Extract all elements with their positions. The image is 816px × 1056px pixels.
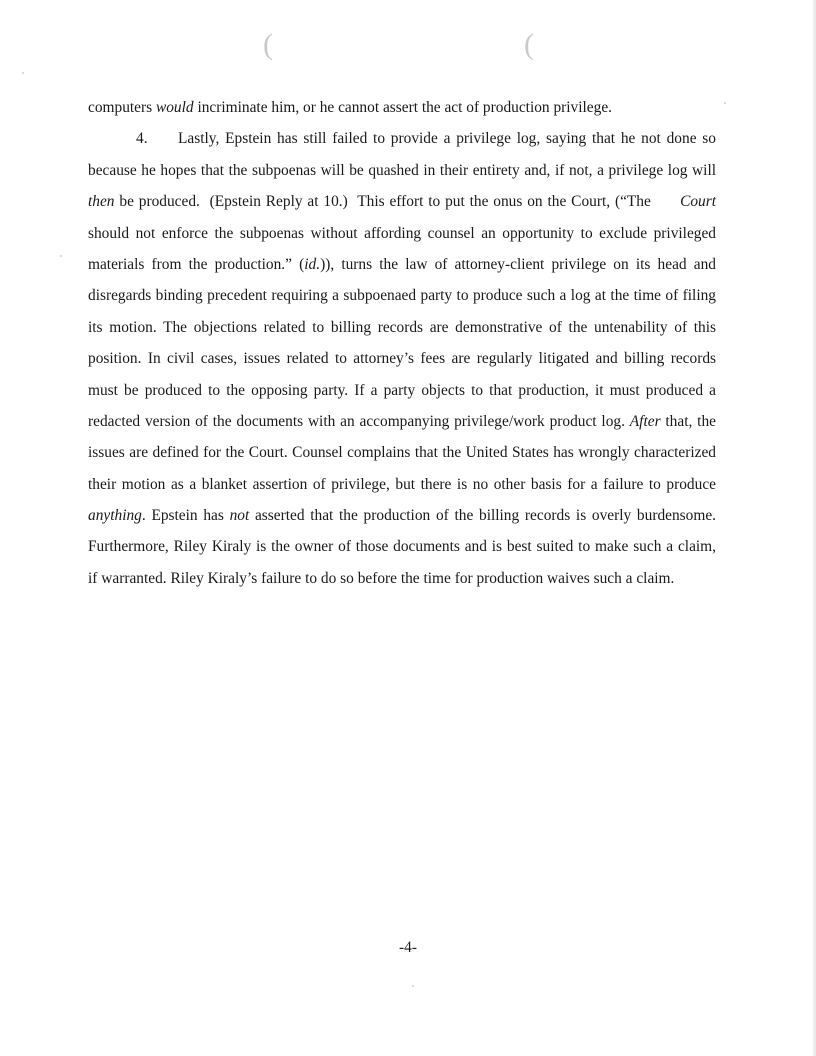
text-line: must be produced to the opposing party. If a party objects to that production, it must produced a: [88, 381, 716, 399]
text-line: then be produced. (Epstein Reply at 10.) This effort to put the onus on the Court, (“The Court: [88, 193, 716, 211]
text-line: redacted version of the documents with an accompanying privilege/work product log. After that, the: [88, 412, 716, 430]
scan-bracket-mark-icon: (: [263, 28, 273, 61]
text-line: Furthermore, Riley Kiraly is the owner of those documents and is best suited to make such a claim,: [88, 538, 716, 556]
text-line: because he hopes that the subpoenas will be quashed in their entirety and, if not, a privilege log will: [88, 161, 716, 179]
text-line: issues are defined for the Court. Counsel complains that the United States has wrongly characterized: [88, 444, 716, 462]
paragraph-number: 4.: [136, 130, 148, 148]
text-line: if warranted. Riley Kiraly’s failure to do so before the time for production waives such a claim.: [88, 569, 675, 587]
text-line: computers would incriminate him, or he cannot assert the act of production privilege.: [88, 99, 613, 116]
text-line: its motion. The objections related to billing records are demonstrative of the untenability of this: [88, 318, 716, 336]
text-line: disregards binding precedent requiring a subpoenaed party to produce such a log at the time of filing: [88, 287, 716, 305]
text-line: anything. Epstein has not asserted that the production of the billing records is overly burdensome.: [88, 507, 717, 525]
scan-speck-icon: [60, 255, 62, 257]
text-line: their motion as a blanket assertion of privilege, but there is no other basis for a failure to produce: [88, 475, 716, 493]
scan-speck-icon: [412, 985, 414, 987]
text-line: materials from the production.” (id.)), turns the law of attorney-client privilege on its head and: [88, 255, 716, 273]
text-line: position. In civil cases, issues related to attorney’s fees are regularly litigated and billing records: [88, 350, 716, 368]
paragraph-first-line: 4. Lastly, Epstein has still failed to provide a privilege log, saying that he not done so: [88, 123, 716, 154]
page-number: -4-: [399, 939, 417, 956]
scan-speck-icon: [22, 72, 24, 74]
scan-bracket-mark-icon: (: [524, 28, 534, 61]
scan-speck-icon: [724, 102, 726, 104]
body-text: [88, 92, 716, 594]
text-line: should not enforce the subpoenas without affording counsel an opportunity to exclude privileged: [88, 224, 716, 242]
